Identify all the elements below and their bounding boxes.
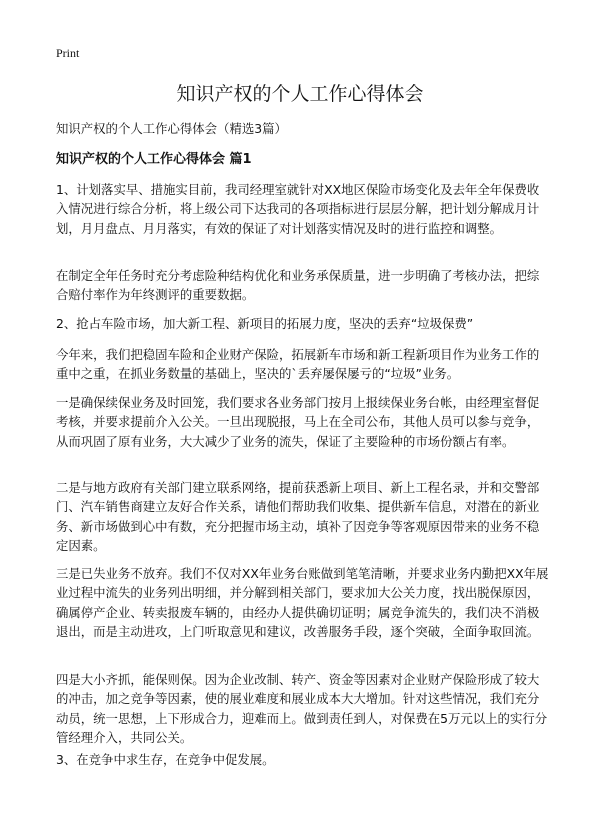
print-link[interactable]: Print — [56, 46, 80, 60]
paragraph-6: 二是与地方政府有关部门建立联系网络，提前获悉新上项目、新上工程名录，并和交警部门、汽车销售商建立友好合作关系，请他们帮助我们收集、提供新车信息，对潜在的新业务、新市场做到心中有数，充分把握市场主动，填补了因竞争等客观原因带来的业务不稳定因素。 — [56, 480, 540, 553]
paragraph-8: 四是大小齐抓，能保则保。因为企业改制、转产、资金等因素对企业财产保险形成了较大的冲击，加之竞争等因素，使的展业难度和展业成本大大增加。针对这些情况，我们充分动员，统一思想，上下形成合力，迎难而上。做到责任到人，对保费在5万元以上的实行分管经理介入，共同公关。 — [56, 672, 548, 745]
document-title: 知识产权的个人工作心得体会 — [176, 83, 424, 105]
section-heading: 知识产权的个人工作心得体会 篇1 — [56, 152, 252, 167]
paragraph-9: 3、在竞争中求生存，在竞争中促发展。 — [56, 752, 275, 767]
paragraph-5: 一是确保续保业务及时回笼，我们要求各业务部门按月上报续保业务台帐，由经理室督促考核，并要求提前介入公关。一旦出现脱报，马上在全司公布，其他人员可以参与竞争，从而巩固了原有业务，大大减少了业务的流失，保证了主要险种的市场份额占有率。 — [56, 395, 540, 449]
document-subtitle: 知识产权的个人工作心得体会（精选3篇） — [56, 121, 287, 136]
paragraph-3: 2、抢占车险市场，加大新工程、新项目的拓展力度，坚决的丢弃“垃圾保费” — [56, 316, 474, 331]
paragraph-1: 1、计划落实早、措施实目前，我司经理室就针对XX地区保险市场变化及去年全年保费收入情况进行综合分析，将上级公司下达我司的各项指标进行层层分解，把计划分解成月计划，月月盘点、月月落实，有效的保证了对计划落实情况及时的进行监控和调整。 — [56, 182, 540, 236]
paragraph-7: 三是已失业务不放弃。我们不仅对XX年业务台账做到笔笔清晰，并要求业务内勤把XX年展业过程中流失的业务列出明细，并分解到相关部门，要求加大公关力度，找出脱保原因，确属停产企业、转卖报废车辆的，由经办人提供确切证明；属竞争流失的，我们决不消极退出，而是主动进攻，上门听取意见和建议，改善服务手段，逐个突破，全面争取回流。 — [56, 566, 549, 639]
paragraph-4: 今年来，我们把稳固车险和企业财产保险，拓展新车市场和新工程新项目作为业务工作的重中之重，在抓业务数量的基础上，坚决的`丢弃屡保屡亏的“垃圾”业务。 — [56, 347, 540, 382]
paragraph-2: 在制定全年任务时充分考虑险种结构优化和业务承保质量，进一步明确了考核办法，把综合赔付率作为年终测评的重要数据。 — [56, 268, 540, 303]
